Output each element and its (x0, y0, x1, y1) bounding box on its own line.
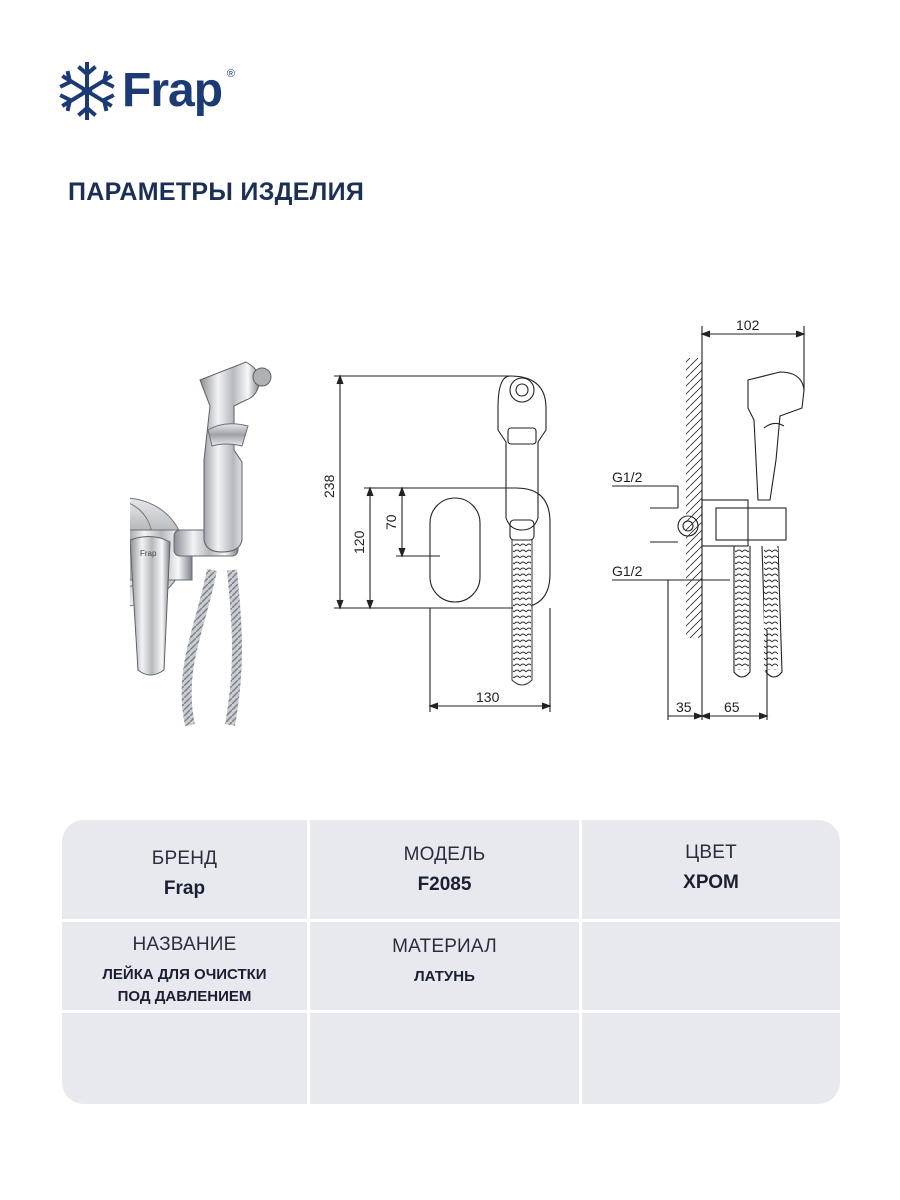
param-color-value: ХРОМ (683, 872, 739, 893)
param-color-label: ЦВЕТ (685, 842, 737, 863)
param-brand-label: БРЕНД (151, 848, 218, 869)
row-divider (62, 919, 840, 922)
product-drawing (130, 230, 900, 750)
page-title: ПАРАМЕТРЫ ИЗДЕЛИЯ (68, 178, 365, 206)
dim-height-lever: 70 (383, 514, 399, 530)
param-brand (62, 848, 307, 900)
dim-inlet-top: G1/2 (612, 469, 643, 485)
param-material (310, 936, 579, 988)
param-material-value: ЛАТУНЬ (414, 968, 475, 985)
dim-width: 130 (476, 689, 500, 705)
dim-side-top: 102 (736, 317, 760, 333)
svg-text:Frap: Frap (140, 549, 157, 558)
dim-depth-wall: 35 (676, 699, 692, 715)
dim-inlet-bottom: G1/2 (612, 563, 643, 579)
param-brand-value: Frap (163, 878, 206, 899)
param-name (62, 934, 307, 1008)
parameters-table (62, 820, 840, 1104)
param-name-label: НАЗВАНИЕ (132, 934, 237, 955)
param-model-value: F2085 (417, 874, 472, 895)
param-model-label: МОДЕЛЬ (403, 844, 486, 865)
param-material-label: МАТЕРИАЛ (392, 936, 497, 957)
dim-height-total: 238 (321, 474, 337, 498)
dim-depth-body: 65 (724, 699, 740, 715)
brand-logo (56, 60, 235, 122)
snowflake-logo-icon (56, 60, 118, 122)
side-view-drawing (612, 326, 804, 720)
dim-height-body: 120 (351, 530, 367, 554)
brand-logo-text: Frap ® (122, 64, 235, 117)
row-divider (62, 1010, 840, 1013)
param-color (582, 842, 840, 894)
technical-drawing (130, 230, 900, 750)
param-name-value: ЛЕЙКА ДЛЯ ОЧИСТКИ ПОД ДАВЛЕНИЕМ (102, 966, 267, 1005)
product-photo (130, 362, 271, 725)
param-model (310, 844, 579, 896)
